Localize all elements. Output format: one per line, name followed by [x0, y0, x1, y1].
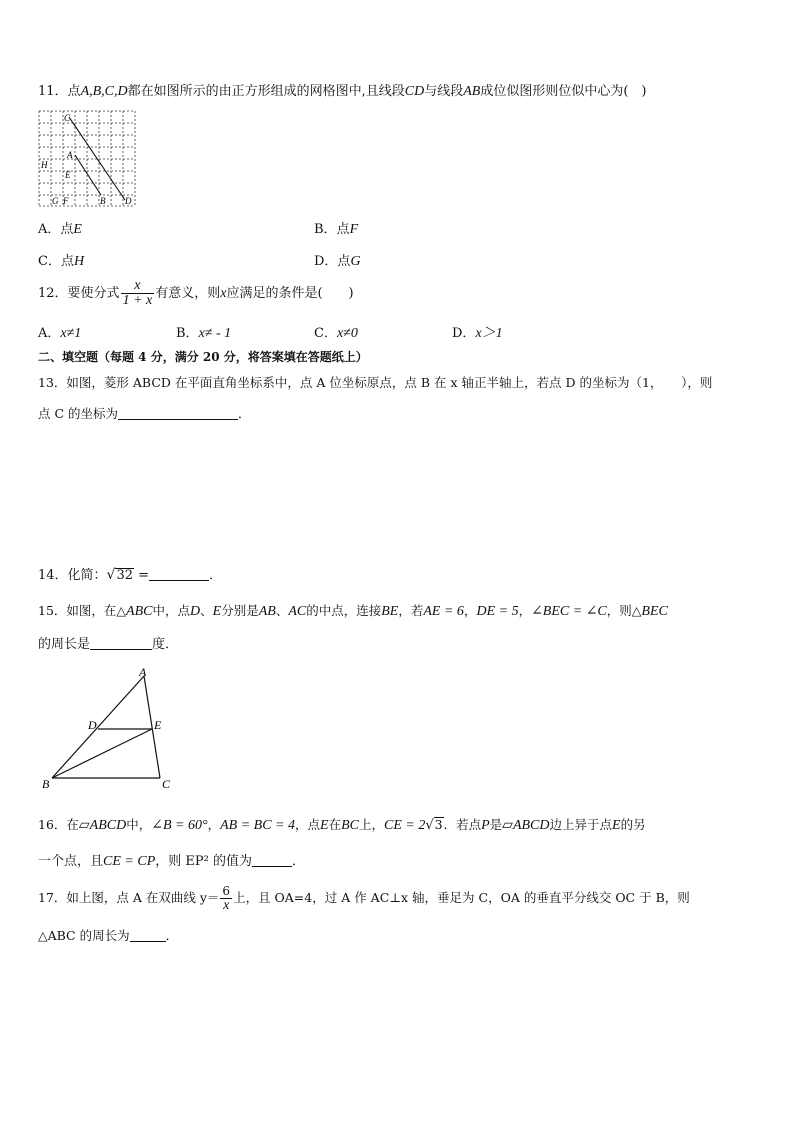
tri-label-d: D	[88, 718, 97, 732]
grid-label-b: B	[100, 196, 106, 206]
q15-triangle-figure	[38, 666, 178, 792]
q12-option-c[interactable]: C．x≠0	[314, 326, 358, 341]
section-heading: 二、填空题（每题 4 分，满分 20 分，将答案填在答题纸上）	[38, 350, 368, 364]
q17-fraction: $\frac{6}{x}$	[222, 884, 231, 913]
q11-option-b[interactable]: B．点F	[314, 222, 359, 237]
segment-ab	[75, 155, 101, 195]
q16-line1: 16．在▱ABCD中，∠B = 60°，AB = BC = 4，点E在BC上，CE = 2√3．若点P是▱ABCD边上异于点E的另	[38, 817, 646, 833]
q15-answer-blank[interactable]	[90, 635, 152, 650]
q12-option-b[interactable]: B．x≠ - 1	[176, 326, 232, 341]
tri-label-e: E	[154, 718, 162, 732]
tri-label-c: C	[162, 777, 171, 791]
edge-be	[52, 729, 152, 778]
q15-line2: 的周长是 度．	[38, 637, 179, 652]
q13-line1: 13．如图，菱形 ABCD 在平面直角坐标系中，点 A 位坐标原点，点 B 在 x 轴正半轴上，若点 D 的坐标为（1， ），则	[38, 375, 713, 390]
grid-label-c: C	[64, 113, 71, 123]
q15-line1: 15．如图，在△ABC中，点D、E分别是AB、AC的中点，连接BE，若AE = 6，DE = 5，∠BEC = ∠C，则△BEC	[38, 603, 668, 619]
q11-option-c[interactable]: C．点H	[38, 254, 85, 269]
grid-lines	[39, 111, 135, 206]
q11-option-a[interactable]: A．点E	[38, 222, 82, 237]
tri-label-a: A	[139, 666, 147, 679]
q11-grid-figure	[38, 108, 136, 208]
grid-label-a: A	[67, 150, 73, 160]
tri-label-b: B	[42, 777, 50, 791]
q11-option-d[interactable]: D．点G	[314, 254, 361, 269]
q17-answer-blank[interactable]	[130, 927, 166, 942]
q13-answer-blank[interactable]	[118, 405, 238, 420]
q17-line2: △ABC 的周长为 ．	[38, 928, 179, 943]
grid-label-f: F	[63, 196, 69, 206]
grid-label-h: H	[41, 160, 48, 170]
q11-stem: 11．点A,B,C,D都在如图所示的由正方形组成的网格图中,且线段CD与线段AB成位似图形则位似中心为( )	[38, 84, 647, 99]
q12-option-d[interactable]: D．x＞1	[452, 326, 503, 341]
grid-label-d: D	[125, 196, 132, 206]
q12-fraction: $\frac{x}{1 + x}$	[122, 278, 153, 308]
q12-stem: 12．要使分式 $\frac{x}{1 + x}$ 有意义，则x应满足的条件是( )	[38, 278, 354, 308]
grid-label-g: G	[52, 196, 59, 206]
grid-label-e: E	[65, 170, 71, 180]
q14-stem: 14．化简：√32 = ．	[38, 567, 223, 583]
q12-option-a[interactable]: A．x≠1	[38, 326, 82, 341]
q13-line2: 点 C 的坐标为 ．	[38, 406, 251, 421]
q14-answer-blank[interactable]	[149, 566, 209, 581]
q16-line2: 一个点，且CE = CP，则 EP² 的值为 ．	[38, 854, 305, 869]
q16-answer-blank[interactable]	[252, 852, 292, 867]
q17-line1: 17．如上图，点 A 在双曲线 y＝ $\frac{6}{x}$ 上，且 OA=4，过 A 作 AC⊥x 轴，垂足为 C，OA 的垂直平分线交 OC 于 B，则	[38, 884, 690, 913]
edge-ab	[52, 676, 144, 778]
